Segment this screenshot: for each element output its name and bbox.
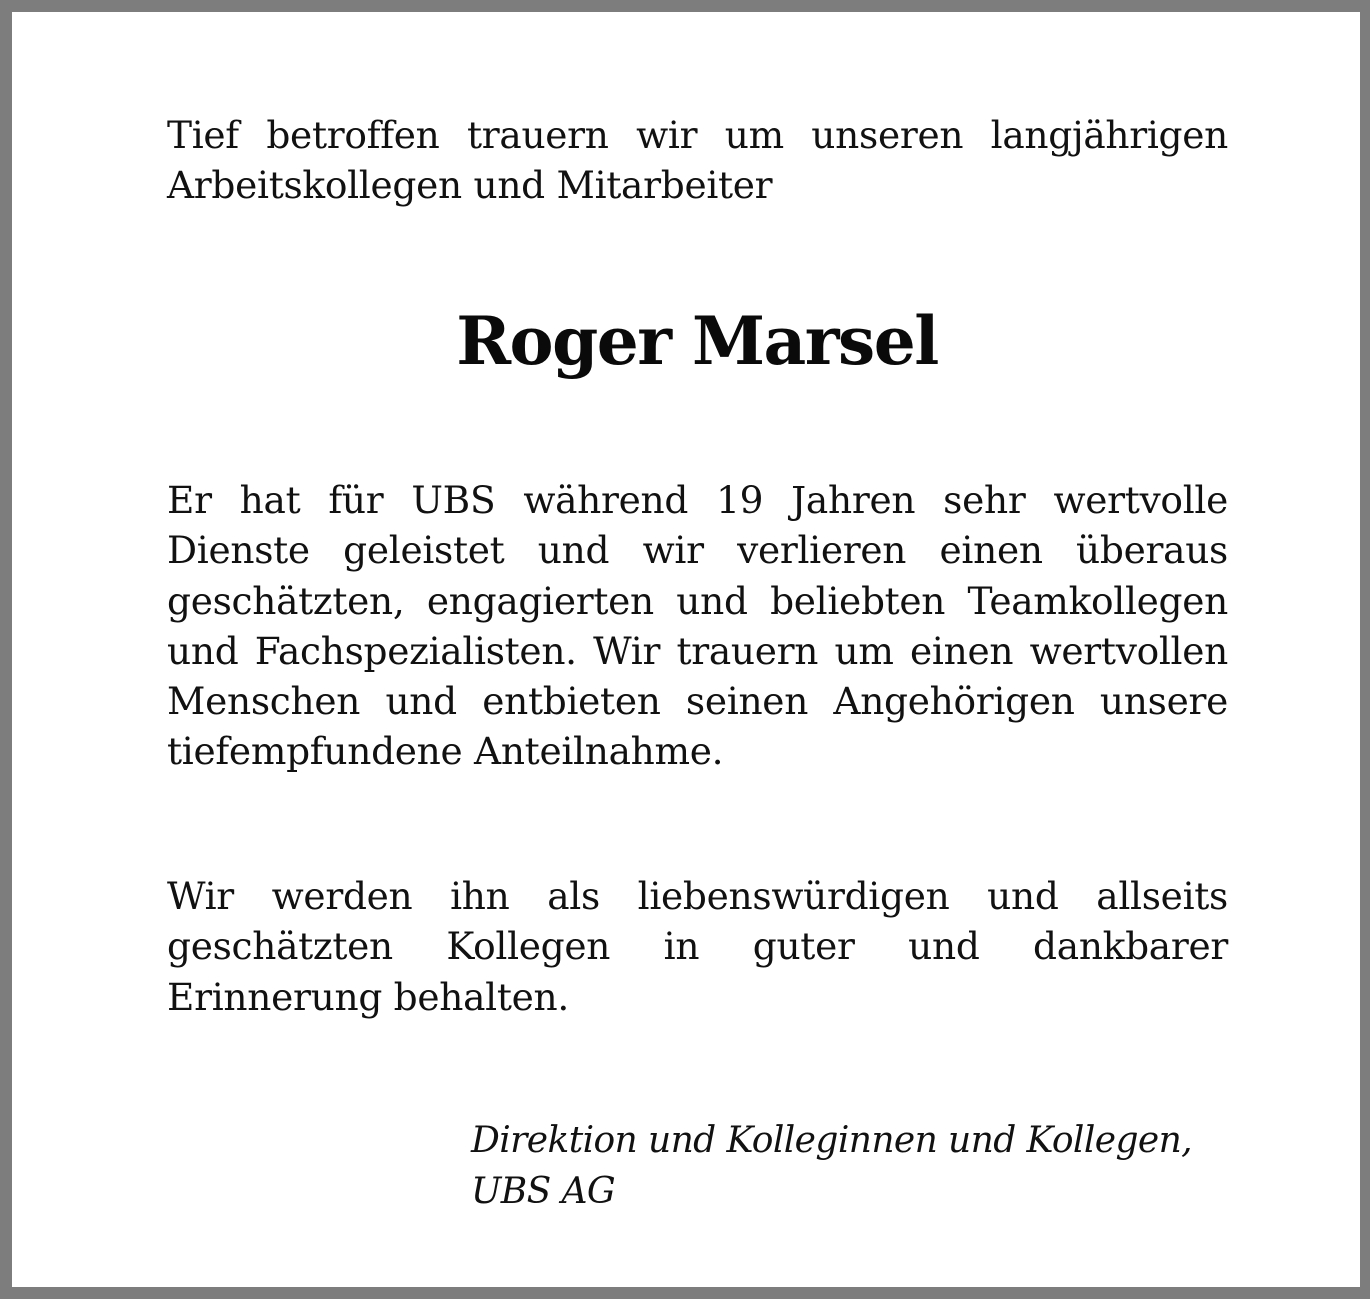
signature-line-1: Direktion und Kolleginnen und Kollegen,: [471, 1120, 1193, 1161]
intro-text: Tief betroffen trauern wir um unseren langjährigen Arbeitskollegen und Mitarbeiter: [167, 113, 1228, 208]
signature-block: [471, 1116, 1192, 1217]
deceased-name: Roger Marsel: [456, 302, 938, 380]
tribute-paragraph: Er hat für UBS während 19 Jahren sehr wertvolle Dienste geleistet und wir verlieren einen überaus geschätzten, engagierten und beliebten Teamkollegen und Fachspezialisten. Wir trauern um einen wertvollen Menschen und entbieten seinen Angehörigen unsere tiefempfundene Anteilnahme.: [167, 478, 1228, 774]
signature-line-2: UBS AG: [471, 1170, 616, 1212]
remembrance-paragraph: Wir werden ihn als liebenswürdigen und allseits geschätzten Kollegen in guter und dankbarer Erinnerung behalten.: [167, 874, 1228, 1019]
